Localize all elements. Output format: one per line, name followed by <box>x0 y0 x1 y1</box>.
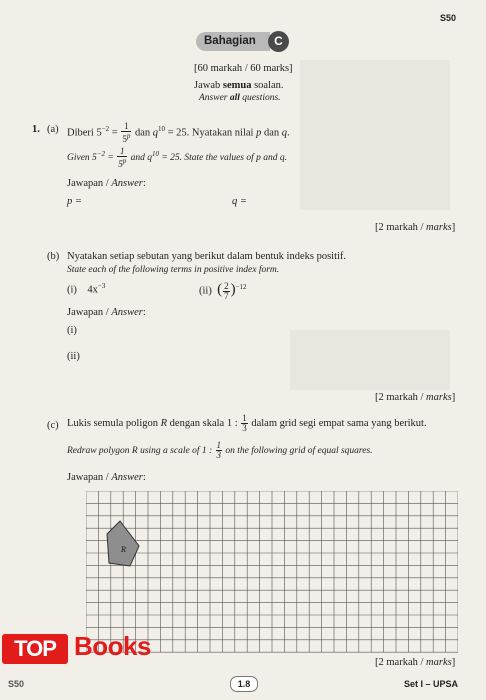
page-number: 1.8 <box>230 676 258 692</box>
section-label: Bahagian <box>196 32 270 51</box>
section-letter: C <box>268 31 289 52</box>
answer-b-i: (i) <box>67 325 77 336</box>
polygon-r <box>107 521 139 566</box>
part-c-label: (c) <box>47 420 59 431</box>
part-a-text-ms: Diberi $5^{-2}$ = $\frac{1}{5^p}$ dan $q^{10} = 25$. Nyatakan nilai p dan q. <box>67 121 290 145</box>
part-b-text-ms: Nyatakan setiap sebutan yang berikut dalam bentuk indeks positif. <box>67 251 347 262</box>
answer-b-ii: (ii) <box>67 351 80 362</box>
bleed-through <box>300 60 450 210</box>
page-code: S50 <box>440 13 457 23</box>
part-a-text-en: Given $5^{-2}$ = $\frac{1}{5^p}$ and $q^{10} = 25$. State the values of p and q. <box>67 145 288 169</box>
part-b-label: (b) <box>47 251 60 262</box>
marks-a: [2 markah / marks] <box>375 222 456 233</box>
part-b-i: (i) $4x^{-3}$ <box>67 282 106 296</box>
part-b-ii: (ii) ( $\frac{2}{7}$ )$^{-12}$ <box>199 280 247 301</box>
section-marks: [60 markah / 60 marks] <box>194 63 293 74</box>
part-c-text-ms: Lukis semula poligon R dengan skala 1 : $\frac{1}{3}$ dalam grid segi empat sama yang berikut. <box>67 413 427 434</box>
answer-label-a: Jawapan / Answer: <box>67 178 146 189</box>
logo-books: Books <box>74 631 151 661</box>
instruction-en: Answer all questions. <box>199 93 281 103</box>
instruction-ms: Jawab semua soalan. <box>194 80 284 91</box>
logo-top: TOP <box>2 634 68 664</box>
p-label: p = <box>67 196 82 207</box>
footer-left: S50 <box>8 679 25 689</box>
question-number: 1. <box>32 124 40 135</box>
marks-c: [2 markah / marks] <box>375 657 456 668</box>
footer-right: Set I – UPSA <box>404 679 459 689</box>
answer-label-c: Jawapan / Answer: <box>67 472 146 483</box>
answer-label-b: Jawapan / Answer: <box>67 307 146 318</box>
part-b-text-en: State each of the following terms in positive index form. <box>67 265 280 275</box>
marks-b: [2 markah / marks] <box>375 392 456 403</box>
q-label: q = <box>232 196 247 207</box>
part-c-text-en: Redraw polygon R using a scale of 1 : $\frac{1}{3}$ on the following grid of equal squares. <box>67 440 373 461</box>
part-a-label: (a) <box>47 124 59 135</box>
bleed-through <box>290 330 450 390</box>
polygon-r-label: R <box>121 545 126 554</box>
